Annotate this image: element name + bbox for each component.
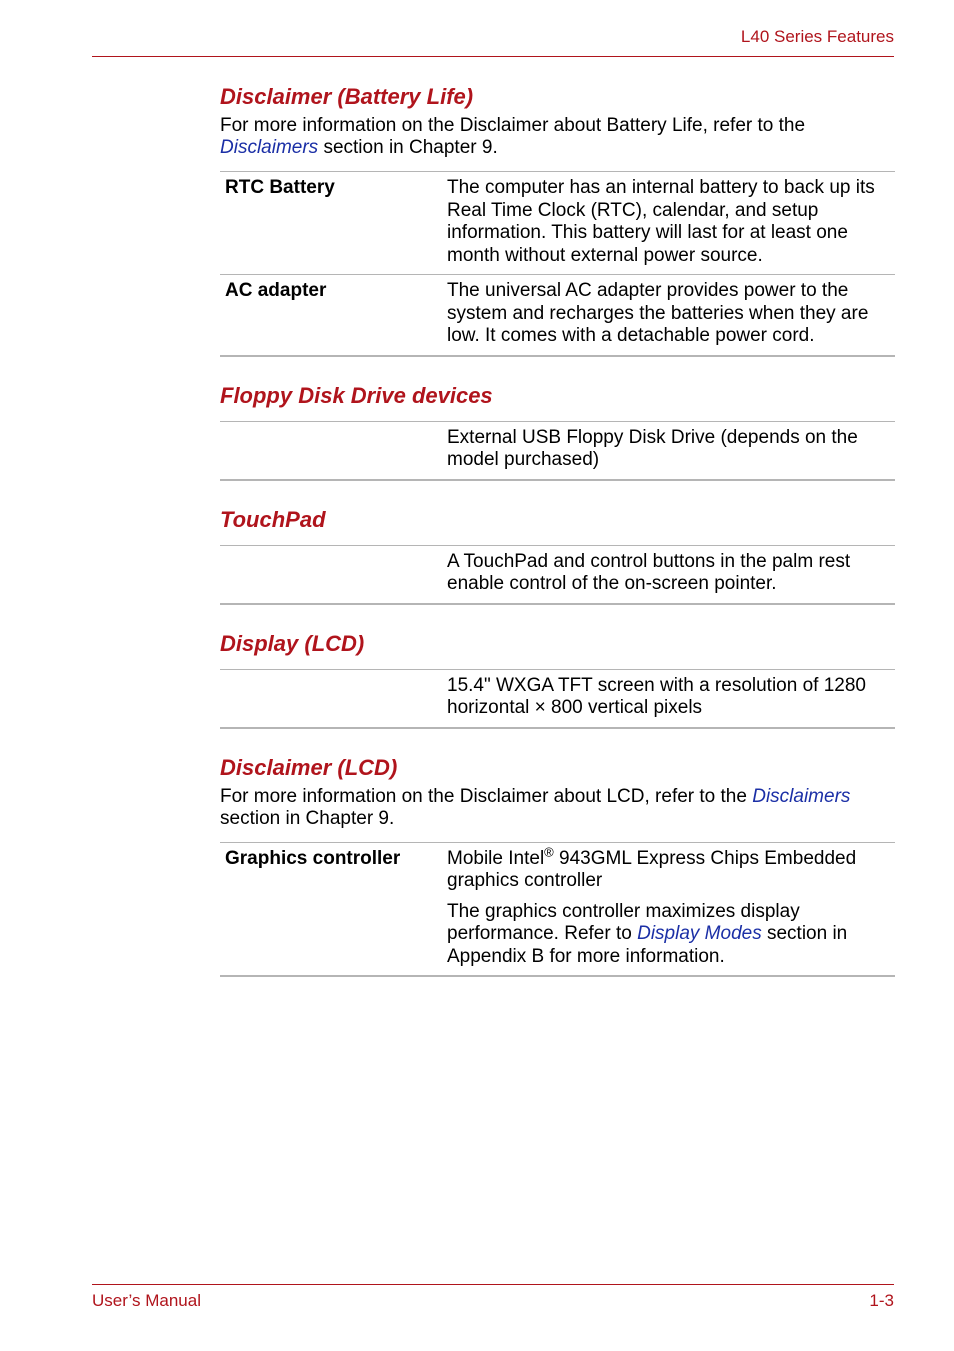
running-header: L40 Series Features — [740, 27, 894, 46]
spec-table — [220, 545, 895, 605]
section-heading: Disclaimer (LCD) — [220, 754, 398, 780]
spec-table — [220, 842, 895, 978]
graphics-text-end: 943GML Express Chips Embedded graphics controller — [447, 847, 857, 891]
intro-text: For more information on the Disclaimer about Battery Life, refer to the — [220, 115, 806, 136]
section-heading: Display (LCD) — [220, 630, 365, 656]
table-row — [220, 172, 895, 275]
row-description: The universal AC adapter provides power to the system and recharges the batteries when they are low. It comes with a detachable power cord. — [447, 275, 895, 356]
page-number: 1-3 — [869, 1291, 894, 1310]
spec-table — [220, 669, 895, 729]
spec-table — [220, 171, 895, 357]
row-label — [220, 421, 447, 480]
intro-text-end: section in Chapter 9. — [220, 807, 395, 829]
display-modes-link[interactable]: Display Modes — [637, 923, 762, 944]
graphics-text-2-end: section in Appendix B for more information. — [447, 923, 848, 967]
graphics-paragraph — [447, 844, 895, 893]
disclaimers-link[interactable]: Disclaimers — [752, 785, 851, 807]
row-description — [447, 842, 895, 976]
header-rule — [92, 56, 894, 57]
section-touchpad — [220, 505, 895, 605]
table-row — [220, 545, 895, 604]
table-row — [220, 842, 895, 976]
section-intro — [220, 115, 895, 159]
row-description: External USB Floppy Disk Drive (depends on the model purchased) — [447, 421, 895, 480]
section-intro — [220, 786, 895, 830]
intro-text: For more information on the Disclaimer about LCD, refer to the — [220, 785, 753, 807]
section-heading: TouchPad — [220, 506, 326, 532]
row-label: Graphics controller — [220, 842, 447, 976]
spec-table — [220, 421, 895, 481]
section-heading: Disclaimer (Battery Life) — [220, 84, 474, 109]
row-label: RTC Battery — [220, 172, 447, 275]
intro-text-end: section in Chapter 9. — [318, 137, 498, 158]
graphics-text: Mobile Intel — [447, 847, 545, 869]
table-row — [220, 275, 895, 356]
table-row — [220, 669, 895, 728]
footer-manual-title: User’s Manual — [92, 1291, 201, 1310]
registered-mark: ® — [544, 844, 554, 860]
row-label — [220, 669, 447, 728]
table-row — [220, 421, 895, 480]
row-description: 15.4" WXGA TFT screen with a resolution of 1280 horizontal × 800 vertical pixels — [447, 669, 895, 728]
section-lcd-disclaimer — [220, 753, 895, 978]
section-floppy — [220, 381, 895, 481]
disclaimers-link[interactable]: Disclaimers — [220, 137, 319, 158]
section-heading: Floppy Disk Drive devices — [220, 382, 493, 408]
row-description: The computer has an internal battery to back up its Real Time Clock (RTC), calendar, and setup information. This battery will last for at least one month without external power source. — [447, 172, 895, 275]
row-description: A TouchPad and control buttons in the palm rest enable control of the on-screen pointer. — [447, 545, 895, 604]
graphics-paragraph-2 — [447, 901, 895, 969]
section-battery-disclaimer — [220, 82, 895, 357]
footer-rule — [92, 1284, 894, 1285]
page-content — [220, 82, 895, 977]
row-label: AC adapter — [220, 275, 447, 356]
graphics-text-2: The graphics controller maximizes display performance. Refer to — [447, 900, 800, 944]
row-label — [220, 545, 447, 604]
section-display — [220, 629, 895, 729]
